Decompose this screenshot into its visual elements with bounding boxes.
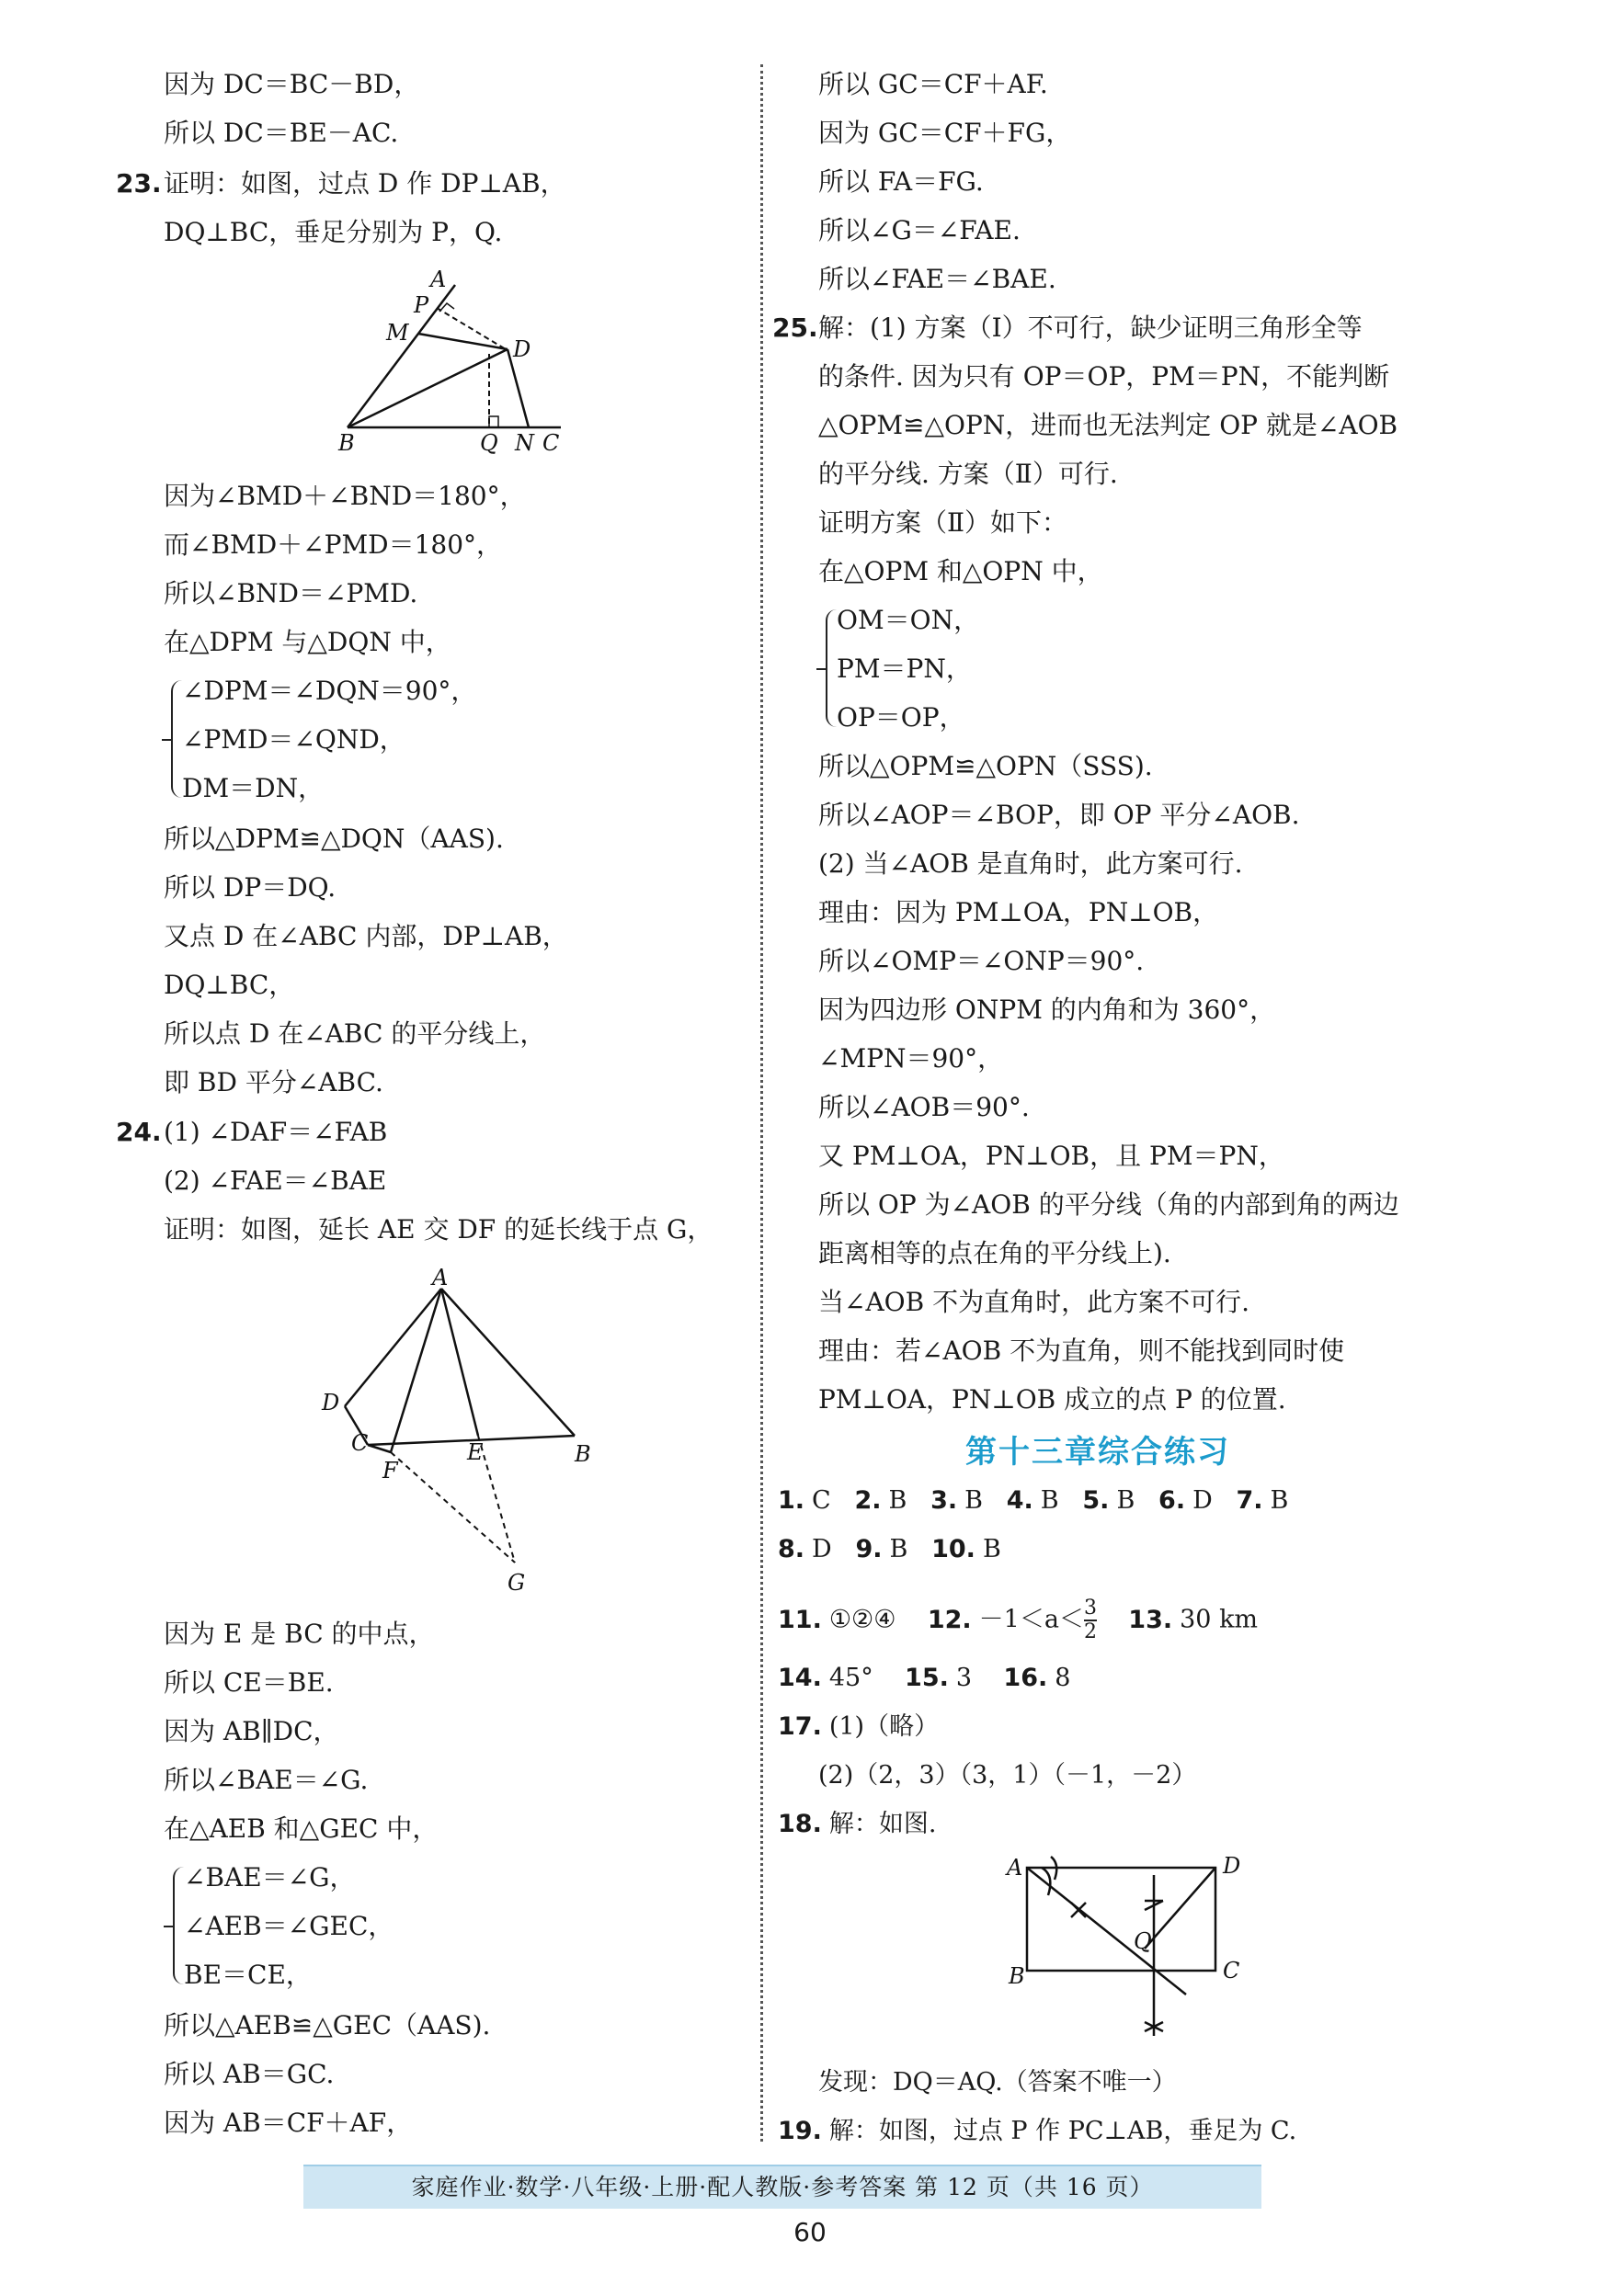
- question-number: 25.: [772, 313, 818, 343]
- answer-value: 8: [1055, 1664, 1071, 1692]
- answer-number: 12.: [927, 1605, 972, 1634]
- label-A: A: [432, 1268, 449, 1290]
- answer-value: 解：如图，过点 P 作 PC⊥AB，垂足为 C.: [828, 2117, 1297, 2145]
- answer-value: B: [888, 1486, 907, 1515]
- text-line: 因为 E 是 BC 的中点，: [164, 1619, 435, 1649]
- answer-value: D: [1192, 1486, 1213, 1515]
- text-line: 所以 AB＝GC.: [164, 2059, 335, 2089]
- text-line: 因为 AB∥DC，: [164, 1716, 339, 1746]
- answer-line: 发现：DQ＝AQ.（答案不唯一）: [818, 2068, 1177, 2097]
- system-brace: [826, 609, 837, 727]
- footer-banner: 家庭作业·数学·八年级·上册·配人教版·参考答案 第 12 页（共 16 页）: [303, 2165, 1261, 2209]
- answer-number: 19.: [778, 2117, 822, 2145]
- answer-value: ①②④: [828, 1605, 896, 1634]
- label-P: P: [414, 292, 429, 318]
- text-line: PM⊥OA，PN⊥OB 成立的点 P 的位置.: [818, 1384, 1286, 1415]
- answer-line: (2)（2，3）（3，1）（－1，－2）: [818, 1761, 1197, 1790]
- text-line: 所以∠AOB＝90°.: [818, 1092, 1030, 1122]
- text-line: 在△AEB 和△GEC 中，: [164, 1813, 439, 1844]
- fraction-numerator: 3: [1083, 1597, 1097, 1620]
- answer-number: 2.: [854, 1486, 882, 1515]
- label-F: F: [382, 1458, 398, 1483]
- text-line: 即 BD 平分∠ABC.: [164, 1067, 383, 1097]
- text-line: 所以△DPM≌△DQN（AAS).: [164, 824, 504, 854]
- answer-row: [778, 1662, 1070, 1695]
- text-line: 距离相等的点在角的平分线上).: [818, 1238, 1171, 1268]
- text-line: DM＝DN，: [182, 773, 325, 803]
- text-line: 所以∠BND＝∠PMD.: [164, 578, 418, 608]
- label-B: B: [575, 1441, 591, 1467]
- answer-number: 17.: [778, 1712, 822, 1741]
- text-line: 又点 D 在∠ABC 内部，DP⊥AB，: [164, 921, 568, 951]
- answer-number: 3.: [930, 1486, 958, 1515]
- column-divider: [760, 64, 763, 2142]
- answer-number: 13.: [1128, 1605, 1173, 1634]
- answer-value: －1＜a＜: [978, 1605, 1084, 1634]
- page-number: 60: [793, 2217, 827, 2247]
- answer-value: B: [1040, 1486, 1059, 1515]
- answer-value: 45°: [828, 1664, 873, 1692]
- text-line: 所以∠FAE＝∠BAE.: [818, 264, 1056, 294]
- answer-number: 7.: [1236, 1486, 1263, 1515]
- answer-value: C: [812, 1486, 831, 1515]
- text-line: 所以∠AOP＝∠BOP，即 OP 平分∠AOB.: [818, 800, 1300, 830]
- label-B: B: [338, 430, 355, 456]
- text-line: PM＝PN，: [837, 654, 972, 684]
- text-line: 因为∠BMD＋∠BND＝180°，: [164, 481, 526, 511]
- text-line: 因为 AB＝CF＋AF，: [164, 2108, 413, 2138]
- text-line: 所以 CE＝BE.: [164, 1667, 334, 1698]
- system-brace: [171, 680, 182, 798]
- text-line: 所以∠BAE＝∠G.: [164, 1765, 369, 1795]
- answer-value: B: [982, 1535, 1001, 1563]
- question-number: 23.: [116, 168, 162, 199]
- text-line: ∠MPN＝90°，: [818, 1043, 1004, 1074]
- text-line: 因为四边形 ONPM 的内角和为 360°，: [818, 995, 1276, 1025]
- answer-number: 18.: [778, 1810, 822, 1838]
- answer-number: 6.: [1158, 1486, 1186, 1515]
- text-line: ∠AEB＝∠GEC，: [184, 1911, 394, 1941]
- text-line: 在△DPM 与△DQN 中，: [164, 627, 451, 657]
- text-line: 理由：因为 PM⊥OA，PN⊥OB，: [818, 897, 1219, 927]
- answer-value: 解：如图.: [828, 1810, 937, 1838]
- section-title: 第十三章综合练习: [965, 1434, 1230, 1471]
- label-M: M: [386, 320, 409, 346]
- answer-row: [778, 1808, 936, 1841]
- answer-row: [778, 1484, 1288, 1517]
- label-D: D: [513, 336, 531, 362]
- answer-value: (1)（略）: [828, 1712, 940, 1741]
- label-C: C: [351, 1430, 369, 1456]
- answer-row: [778, 1533, 1001, 1566]
- answer-row: [778, 1597, 1258, 1643]
- text-line: BE＝CE，: [184, 1960, 312, 1990]
- text-line: 所以 OP 为∠AOB 的平分线（角的内部到角的两边: [818, 1189, 1399, 1220]
- text-line: 理由：若∠AOB 不为直角，则不能找到同时使: [818, 1336, 1345, 1366]
- text-line: OM＝ON，: [837, 605, 980, 635]
- text-line: 所以 DP＝DQ.: [164, 872, 337, 903]
- text-line: 所以点 D 在∠ABC 的平分线上，: [164, 1018, 546, 1049]
- answer-number: 16.: [1003, 1664, 1048, 1692]
- answer-row: [778, 2115, 1296, 2148]
- answer-row: [778, 1711, 939, 1744]
- answer-number: 5.: [1082, 1486, 1110, 1515]
- answer-number: 14.: [778, 1664, 822, 1692]
- label-A: A: [430, 267, 447, 292]
- answer-number: 9.: [855, 1535, 883, 1563]
- label-N: N: [515, 430, 534, 456]
- text-line: 的条件. 因为只有 OP＝OP，PM＝PN，不能判断: [818, 361, 1390, 392]
- text-line: 所以∠OMP＝∠ONP＝90°.: [818, 946, 1145, 976]
- text-line: 所以△OPM≌△OPN（SSS).: [818, 751, 1153, 781]
- text-line: (2) 当∠AOB 是直角时，此方案可行.: [818, 848, 1243, 879]
- label-D: D: [322, 1390, 340, 1415]
- text-line: 因为 DC＝BC－BD，: [164, 69, 420, 99]
- text-line: 证明：如图，延长 AE 交 DF 的延长线于点 G，: [164, 1214, 713, 1245]
- answer-number: 15.: [905, 1664, 949, 1692]
- figure-q18: [998, 1847, 1264, 2045]
- text-line: 在△OPM 和△OPN 中，: [818, 556, 1103, 586]
- label-C: C: [542, 430, 560, 456]
- text-line: 的平分线. 方案（Ⅱ）可行.: [818, 459, 1118, 489]
- label-G: G: [508, 1570, 526, 1596]
- text-line: 证明：如图，过点 D 作 DP⊥AB，: [164, 168, 566, 199]
- answer-number: 1.: [778, 1486, 805, 1515]
- text-line: 因为 GC＝CF＋FG，: [818, 118, 1072, 148]
- text-line: 所以∠G＝∠FAE.: [818, 215, 1021, 245]
- answer-number: 4.: [1006, 1486, 1033, 1515]
- answer-value: B: [889, 1535, 908, 1563]
- fraction: [1084, 1597, 1097, 1643]
- text-line: OP＝OP，: [837, 702, 965, 733]
- question-number: 24.: [116, 1117, 162, 1147]
- text-line: 证明方案（Ⅱ）如下：: [818, 507, 1068, 538]
- answer-number: 10.: [931, 1535, 975, 1563]
- text-line: △OPM≌△OPN，进而也无法判定 OP 就是∠AOB: [818, 410, 1398, 440]
- answer-value: B: [964, 1486, 983, 1515]
- figure-q24: [313, 1268, 607, 1599]
- system-brace: [173, 1867, 184, 1984]
- text-line: 所以△AEB≌△GEC（AAS).: [164, 2010, 491, 2040]
- text-line: 又 PM⊥OA，PN⊥OB，且 PM＝PN，: [818, 1141, 1284, 1171]
- text-line: 当∠AOB 不为直角时，此方案不可行.: [818, 1287, 1250, 1317]
- label-D: D: [1223, 1853, 1241, 1879]
- text-line: (1) ∠DAF＝∠FAB: [164, 1117, 388, 1147]
- label-A: A: [1007, 1855, 1023, 1881]
- label-Q: Q: [1134, 1928, 1152, 1954]
- answer-number: 8.: [778, 1535, 805, 1563]
- text-line: ∠DPM＝∠DQN＝90°，: [182, 676, 477, 706]
- text-line: 所以 FA＝FG.: [818, 166, 984, 197]
- text-line: DQ⊥BC，垂足分别为 P，Q.: [164, 217, 503, 247]
- text-line: ∠BAE＝∠G，: [184, 1862, 356, 1892]
- text-line: 所以 DC＝BE－AC.: [164, 118, 399, 148]
- answer-value: B: [1270, 1486, 1289, 1515]
- label-E: E: [467, 1439, 484, 1465]
- answer-value: 30 km: [1180, 1605, 1259, 1634]
- label-Q: Q: [480, 430, 498, 456]
- text-line: DQ⊥BC，: [164, 970, 295, 1000]
- label-B: B: [1009, 1963, 1025, 1989]
- fraction-denominator: 2: [1083, 1620, 1097, 1643]
- text-line: ∠PMD＝∠QND，: [182, 724, 405, 755]
- figure-q23: [331, 267, 579, 460]
- text-line: 解：(1) 方案（Ⅰ）不可行，缺少证明三角形全等: [818, 313, 1363, 343]
- answer-value: 3: [955, 1664, 973, 1692]
- label-C: C: [1223, 1958, 1240, 1983]
- answer-number: 11.: [778, 1605, 822, 1634]
- text-line: 而∠BMD＋∠PMD＝180°，: [164, 529, 503, 560]
- text-line: (2) ∠FAE＝∠BAE: [164, 1165, 387, 1196]
- text-line: 所以 GC＝CF＋AF.: [818, 69, 1048, 99]
- answer-value: D: [812, 1535, 832, 1563]
- answer-value: B: [1116, 1486, 1135, 1515]
